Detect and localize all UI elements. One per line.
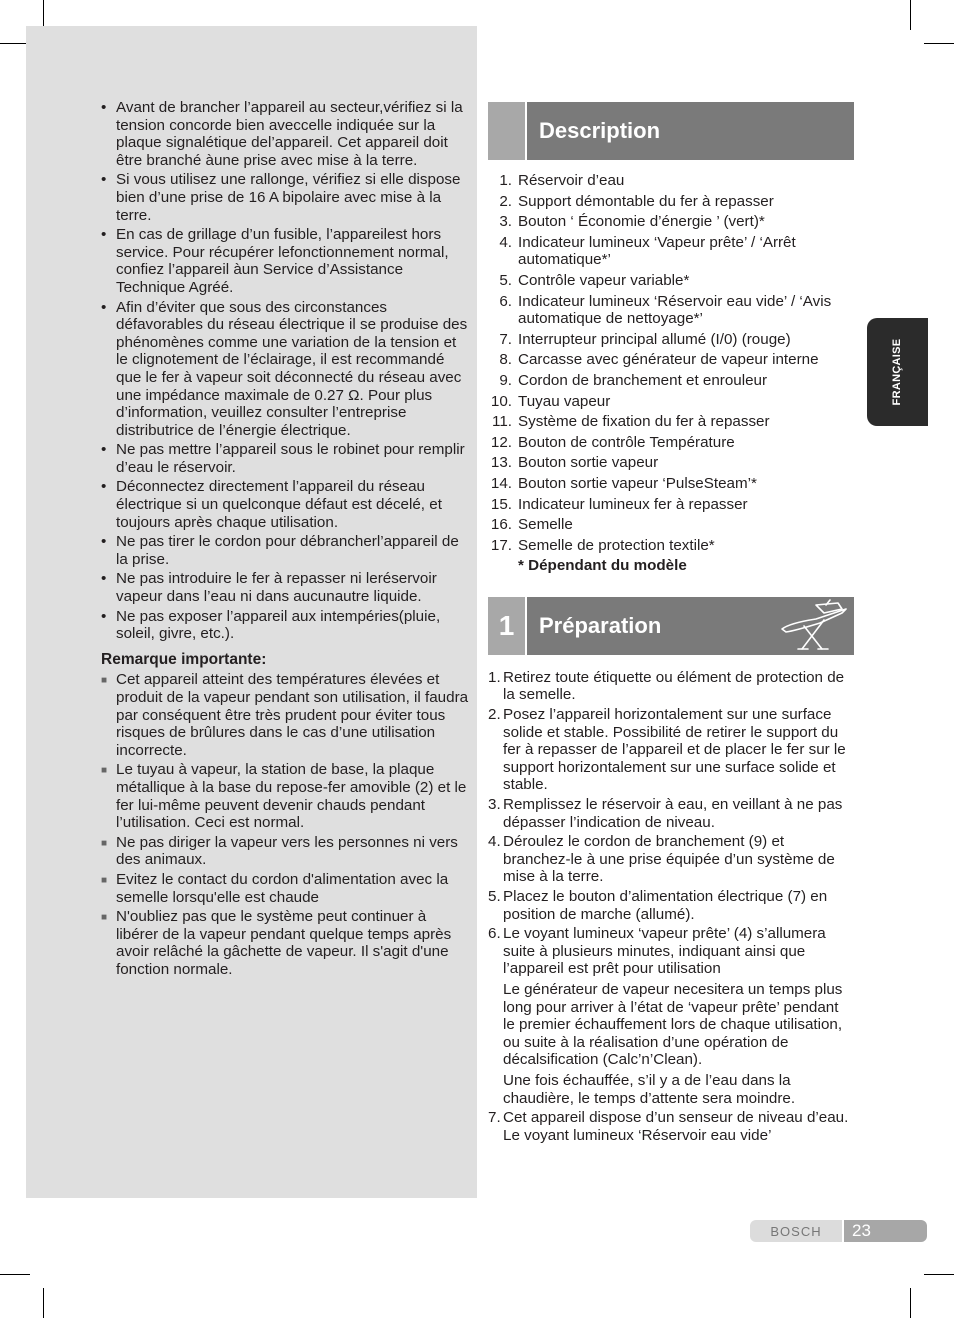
safety-list: [101, 99, 469, 643]
list-item: 5. Placez le bouton d’alimentation électrique (7) en position de marche (allumé).: [488, 888, 828, 923]
list-item: 3. Bouton ‘ Économie d’énergie ’ (vert)*: [499, 213, 765, 231]
list-item: 4. Déroulez le cordon de branchement (9) et branchez-le à une prise équipée d’un système de mise à la terre.: [488, 833, 835, 886]
header-tab: [488, 102, 525, 160]
list-item: 7. Interrupteur principal allumé (I/0) (rouge): [499, 330, 791, 348]
description-header: [488, 102, 854, 160]
remark-list: [101, 671, 469, 978]
list-item-continuation: Le générateur de vapeur necesitera un temps plus long pour arriver à l’état de ‘vapeur prête’ pendant le premier échauffement lors de chaque utilisation, ou suite à la réalisation d’une opération de décalsification (Calc’n’Clean).: [503, 980, 843, 1069]
list-item: • Ne pas mettre l’appareil sous le robinet pour remplir d’eau le réservoir.: [101, 441, 465, 476]
remark-title: Remarque importante:: [101, 650, 267, 668]
list-item: 16. Semelle: [490, 516, 573, 534]
crop-mark: [924, 43, 954, 44]
crop-mark: [910, 0, 911, 30]
list-item: 14. Bouton sortie vapeur ‘PulseSteam’*: [490, 474, 757, 492]
list-item: 7. Cet appareil dispose d’un senseur de niveau d’eau. Le voyant lumineux ‘Réservoir eau vide’: [488, 1109, 849, 1144]
list-item: 1. Retirez toute étiquette ou élément de protection de la semelle.: [488, 668, 845, 704]
list-item: 2. Support démontable du fer à repasser: [499, 192, 774, 210]
right-column: [488, 102, 854, 1146]
preparation-title: Préparation: [539, 613, 662, 639]
page-number: 23: [844, 1220, 927, 1242]
list-item: 6. Le voyant lumineux ‘vapeur prête’ (4) s’allumera suite à plusieurs minutes, indiquant ainsi que l’appareil est prêt pour utilisation Le générateur de vapeur necesitera un temps plus long pour arriver à l’état de ‘vapeur prête’ pendant le premier échauffement lors de chaque utilisation, ou suite à la réalisation d’une opération de décalsification (Calc’n’Clean). Une fois échauffée, s’il y a de l’eau dans la chaudière, le temps d’attente sera moindre.: [488, 925, 854, 1107]
list-item: • Afin d’éviter que sous des circonstances défavorables du réseau électrique il se produise des phénomènes comme une variation de la tension et le clignotement de l’éclairage, il est recommandé que le fer à vapeur soit déconnecté du réseau avec une impédance maximale de 0.27 Ω. Pour plus d’information, veuillez consulter l’entreprise distributrice de l’énergie électrique.: [101, 298, 468, 439]
list-item: 3. Remplissez le réservoir à eau, en veillant à ne pas dépasser l’indication de niveau.: [488, 796, 843, 831]
preparation-list: [488, 669, 854, 1144]
list-item: • Déconnectez directement l’appareil du réseau électrique si un quelconque défaut est décelé, et toujours après chaque utilisation.: [101, 478, 442, 531]
list-item: 12. Bouton de contrôle Température: [490, 433, 735, 451]
list-item: 2. Posez l’appareil horizontalement sur une surface solide et stable. Possibilité de retirer le support du fer à repasser de l’appareil et de placer le fer sur le support horizontalement sur une surface solide et stable.: [488, 706, 846, 794]
list-item: • Avant de brancher l’appareil au secteur,vérifiez si la tension concorde bien aveccelle indiquée sur la plaque signalétique del’appareil. Cet appareil doit être branché àune prise avec mise à la terre.: [101, 99, 463, 169]
crop-mark: [924, 1274, 954, 1275]
list-item-continuation: Une fois échauffée, s’il y a de l’eau dans la chaudière, le temps d’attente sera moindre.: [503, 1071, 796, 1107]
list-item: 4. Indicateur lumineux ‘Vapeur prête’ / ‘Arrêt automatique*’: [499, 233, 796, 269]
list-item: • Si vous utilisez une rallonge, vérifiez si elle dispose bien d’une prise de 16 A bipolaire avec mise à la terre.: [101, 171, 461, 224]
list-item: ■ N'oubliez pas que le système peut continuer à libérer de la vapeur pendant quelque temps après avoir relâché la gâchette de vapeur. Il s'agit d'une fonction normale.: [101, 908, 452, 978]
list-item: 11. Système de fixation du fer à repasser: [492, 413, 770, 431]
preparation-header: [488, 597, 854, 655]
crop-mark: [910, 1288, 911, 1318]
language-tab: [867, 318, 928, 426]
list-item: • En cas de grillage d’un fusible, l’appareilest hors service. Pour récupérer lefonctionnement normal, confiez l’appareil àun Service d’Assistance Technique Agréé.: [101, 226, 449, 296]
list-item: 1. Réservoir d’eau: [499, 172, 625, 189]
ironing-board-icon: [780, 599, 850, 653]
list-item: 17. Semelle de protection textile*: [490, 536, 715, 554]
list-item: 5. Contrôle vapeur variable*: [499, 271, 690, 289]
crop-mark: [43, 1288, 44, 1318]
list-item: ■ Ne pas diriger la vapeur vers les personnes ni vers des animaux.: [101, 833, 458, 869]
list-item: 8. Carcasse avec générateur de vapeur interne: [499, 351, 819, 369]
description-list: [488, 172, 854, 554]
list-item: 13. Bouton sortie vapeur: [490, 454, 659, 472]
description-title: Description: [539, 118, 661, 144]
list-item: • Ne pas exposer l’appareil aux intempéries(pluie, soleil, givre, etc.).: [101, 607, 441, 643]
safety-column: [101, 99, 469, 981]
crop-mark: [0, 1274, 30, 1275]
list-item: • Ne pas tirer le cordon pour débrancherl’appareil de la prise.: [101, 533, 459, 568]
list-item: ■ Le tuyau à vapeur, la station de base, la plaque métallique à la base du repose-fer amovible (2) et le fer lui-même peuvent devenir chauds pendant l’utilisation. Ceci est normal.: [101, 761, 467, 832]
list-item: 9. Cordon de branchement et enrouleur: [499, 371, 768, 389]
section-number: 1: [488, 597, 525, 655]
list-item: 10. Tuyau vapeur: [490, 392, 611, 410]
list-item: ■ Cet appareil atteint des températures élevées et produit de la vapeur pendant son utilisation, il faudra par conséquent être très prudent pour éviter tous risques de brûlures dans le cas d’une utilisation incorrecte.: [101, 671, 469, 759]
list-item: 6. Indicateur lumineux ‘Réservoir eau vide’ / ‘Avis automatique de nettoyage*’: [499, 292, 832, 328]
footer-brand: BOSCH: [750, 1220, 842, 1242]
list-item: 15. Indicateur lumineux fer à repasser: [490, 495, 748, 513]
model-note: * Dépendant du modèle: [518, 557, 687, 575]
list-item: • Ne pas introduire le fer à repasser ni leréservoir vapeur dans l’eau ni dans aucunautre liquide.: [101, 570, 437, 606]
language-label: FRANÇAISE: [891, 338, 903, 406]
list-item: ■ Evitez le contact du cordon d'alimentation avec la semelle lorsqu'elle est chaude: [101, 870, 449, 906]
